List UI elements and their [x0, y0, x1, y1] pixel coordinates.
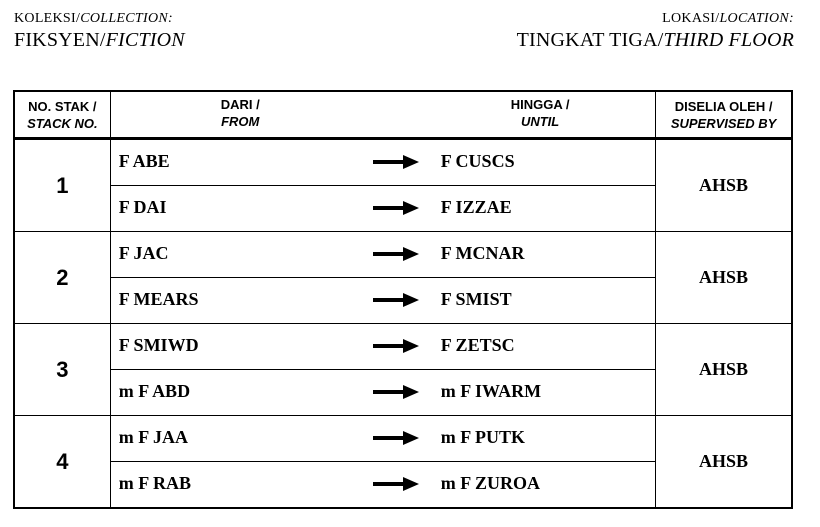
- collection-label: KOLEKSI/COLLECTION:: [14, 11, 173, 26]
- stack-number: 4: [14, 416, 110, 509]
- range-cell: [110, 324, 655, 370]
- range-cell: [110, 232, 655, 278]
- right-arrow-icon: [373, 155, 419, 169]
- stack-number: 3: [14, 324, 110, 416]
- right-arrow-icon: [373, 201, 419, 215]
- range-from: F SMIWD: [118, 335, 199, 355]
- range-until: F IZZAE: [440, 197, 512, 217]
- location-header: [517, 10, 794, 52]
- stack-row: [14, 416, 792, 462]
- header-until: HINGGA / UNTIL: [510, 97, 570, 129]
- header-from: DARI / FROM: [220, 97, 260, 129]
- range-cell: [110, 462, 655, 509]
- location-value: TINGKAT TIGA/THIRD FLOOR: [516, 29, 794, 51]
- collection-value: FIKSYEN/FICTION: [14, 29, 185, 51]
- range-cell: [110, 370, 655, 416]
- range-from: m F RAB: [118, 473, 192, 493]
- stack-row: [14, 232, 792, 278]
- range-until: F ZETSC: [440, 335, 515, 355]
- range-from: m F ABD: [118, 381, 191, 401]
- range-from: F JAC: [118, 243, 169, 263]
- supervisor: AHSB: [656, 324, 792, 416]
- supervisor: AHSB: [656, 139, 792, 232]
- range-from: F MEARS: [118, 289, 199, 309]
- stack-row: [14, 139, 792, 186]
- range-from: F ABE: [118, 151, 170, 171]
- right-arrow-icon: [373, 385, 419, 399]
- stack-table: [13, 90, 793, 509]
- stack-row: [14, 324, 792, 370]
- right-arrow-icon: [373, 477, 419, 491]
- range-until: m F IWARM: [440, 381, 542, 401]
- header-range: [110, 91, 655, 139]
- right-arrow-icon: [373, 247, 419, 261]
- range-until: m F ZUROA: [440, 473, 541, 493]
- range-until: F SMIST: [440, 289, 512, 309]
- location-label: LOKASI/LOCATION:: [662, 11, 794, 26]
- range-from: m F JAA: [118, 427, 189, 447]
- supervisor: AHSB: [656, 232, 792, 324]
- collection-header: [14, 10, 185, 52]
- stack-number: 1: [14, 139, 110, 232]
- header-supervised-by: DISELIA OLEH / SUPERVISED BY: [656, 91, 792, 139]
- range-cell: [110, 139, 655, 186]
- range-until: m F PUTK: [440, 427, 526, 447]
- header-stack-no: NO. STAK / STACK NO.: [14, 91, 110, 139]
- right-arrow-icon: [373, 293, 419, 307]
- stack-number: 2: [14, 232, 110, 324]
- table-header: [14, 91, 792, 139]
- right-arrow-icon: [373, 431, 419, 445]
- range-cell: [110, 278, 655, 324]
- range-cell: [110, 416, 655, 462]
- range-until: F MCNAR: [440, 243, 525, 263]
- table-body: [14, 139, 792, 509]
- range-cell: [110, 186, 655, 232]
- range-until: F CUSCS: [440, 151, 515, 171]
- right-arrow-icon: [373, 339, 419, 353]
- supervisor: AHSB: [656, 416, 792, 509]
- range-from: F DAI: [118, 197, 167, 217]
